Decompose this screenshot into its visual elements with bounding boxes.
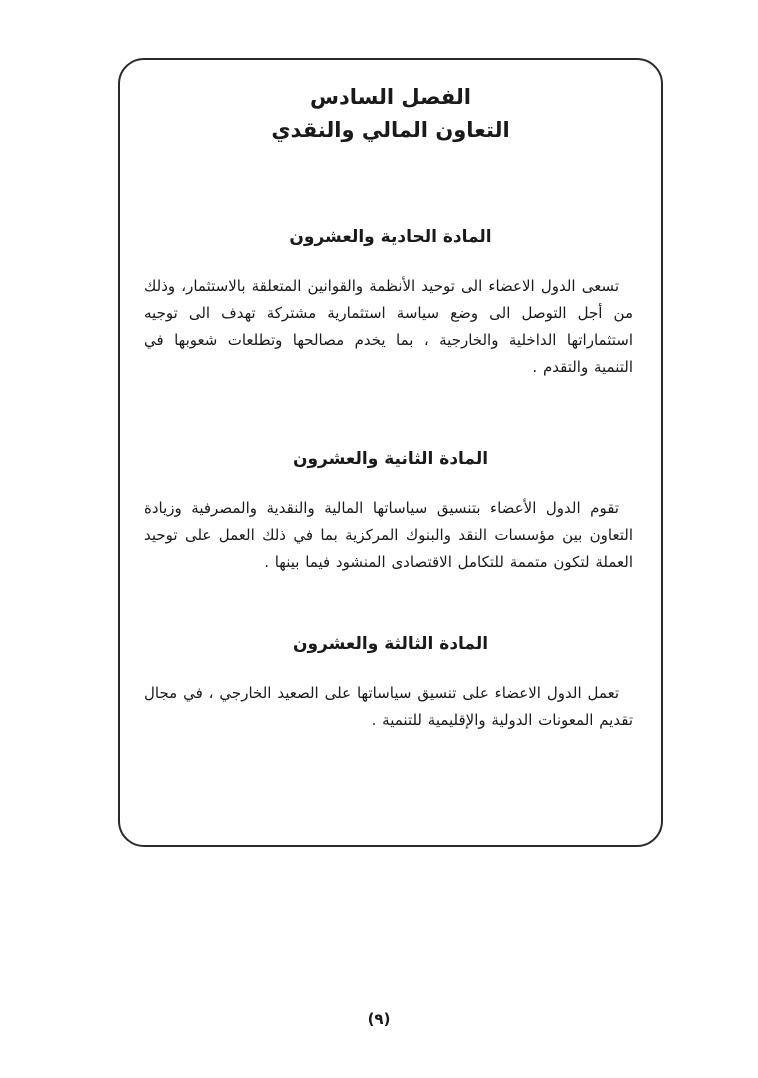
article-22-body: تقوم الدول الأعضاء بتنسيق سياساتها المالية والنقدية والمصرفية وزيادة التعاون بين مؤسسات النقد والبنوك المركزية بما في ذلك العمل على توحيد العملة لتكون متممة للتكامل الاقتصادى المنشود فيما بينها . — [144, 499, 633, 571]
article-22 — [136, 447, 645, 576]
article-22-heading: المادة الثانية والعشرون — [292, 449, 489, 469]
article-23-heading: المادة الثالثة والعشرون — [292, 634, 489, 654]
page-number: (٩) — [367, 1010, 391, 1028]
chapter-title: الفصل السادس — [309, 85, 472, 109]
article-23-body: تعمل الدول الاعضاء على تنسيق سياساتها على الصعيد الخارجي ، في مجال تقديم المعونات الدولية والإقليمية للتنمية . — [144, 684, 633, 729]
article-21 — [136, 225, 645, 381]
article-23 — [136, 632, 645, 734]
article-21-heading: المادة الحادية والعشرون — [289, 227, 492, 247]
chapter-subtitle: التعاون المالي والنقدي — [271, 118, 510, 142]
content-frame — [118, 58, 663, 847]
article-21-body: تسعى الدول الاعضاء الى توحيد الأنظمة والقوانين المتعلقة بالاستثمار، وذلك من أجل التوصل الى وضع سياسة استثمارية مشتركة تهدف الى توجيه استثماراتها الداخلية والخارجية ، بما يخدم مصالحها وتطلعات شعوبها في التنمية والتقدم . — [144, 277, 633, 376]
